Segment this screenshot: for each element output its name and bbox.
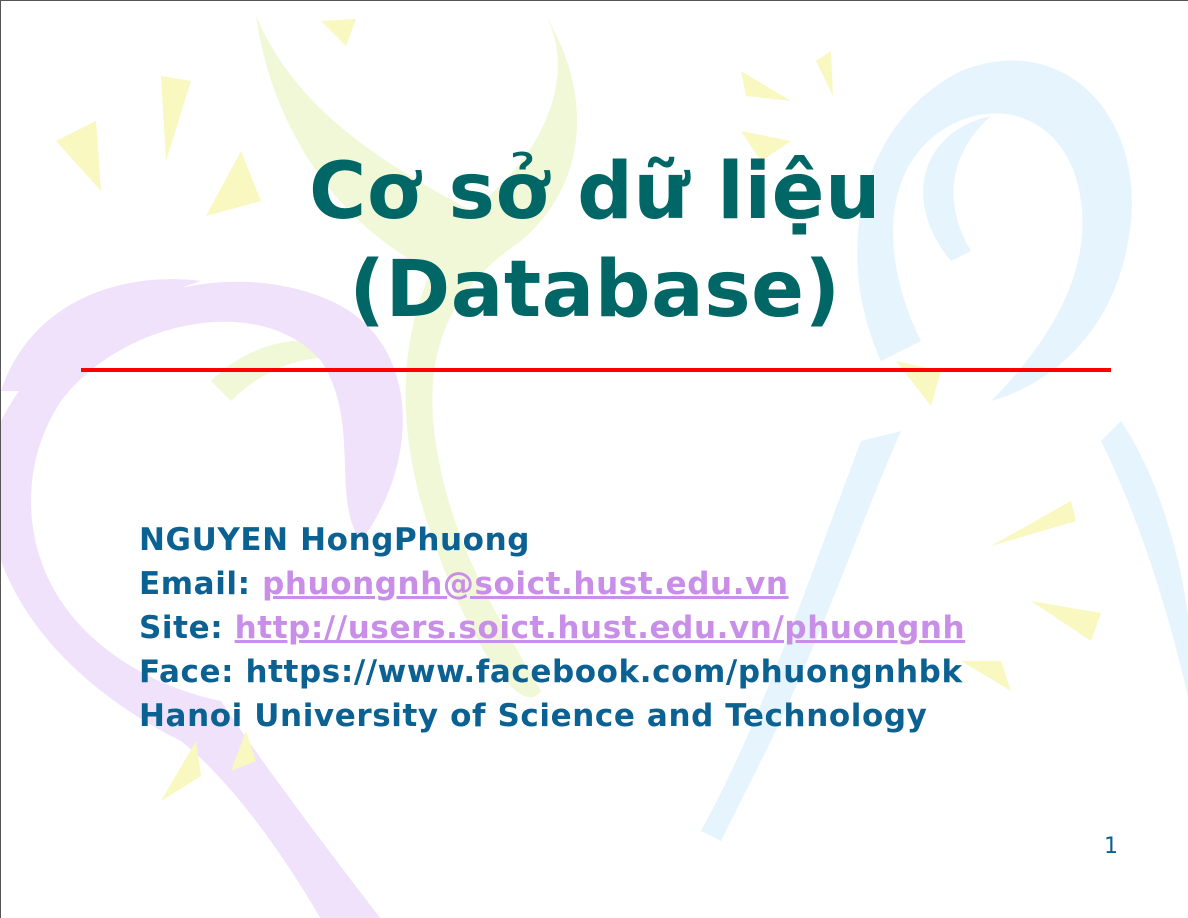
title-line-2: (Database) [349, 245, 841, 335]
confetti-5 [816, 51, 833, 96]
site-line [139, 606, 965, 650]
confetti-7 [991, 501, 1076, 546]
site-label: Site: [139, 610, 224, 646]
confetti-9 [961, 661, 1011, 691]
blue-ribbon-right [1101, 421, 1188, 701]
site-link[interactable]: http://users.soict.hust.edu.vn/phuongnh [234, 610, 966, 646]
confetti-4 [741, 71, 791, 101]
email-link[interactable]: phuongnh@soict.hust.edu.vn [262, 566, 789, 602]
author-name: NGUYEN HongPhuong [139, 522, 531, 558]
slide-title [1, 143, 1188, 339]
decorative-background [1, 1, 1188, 918]
email-line [139, 562, 965, 606]
title-divider [81, 368, 1111, 372]
author-info [139, 518, 965, 738]
email-label: Email: [139, 566, 251, 602]
facebook-line: Face: https://www.facebook.com/phuongnhbk [139, 654, 963, 690]
confetti-13 [321, 19, 356, 46]
confetti-10 [161, 741, 201, 801]
page-number: 1 [1104, 834, 1118, 859]
confetti-8 [1031, 601, 1101, 641]
university-name: Hanoi University of Science and Technology [139, 698, 928, 734]
title-line-1: Cơ sở dữ liệu [308, 147, 882, 237]
